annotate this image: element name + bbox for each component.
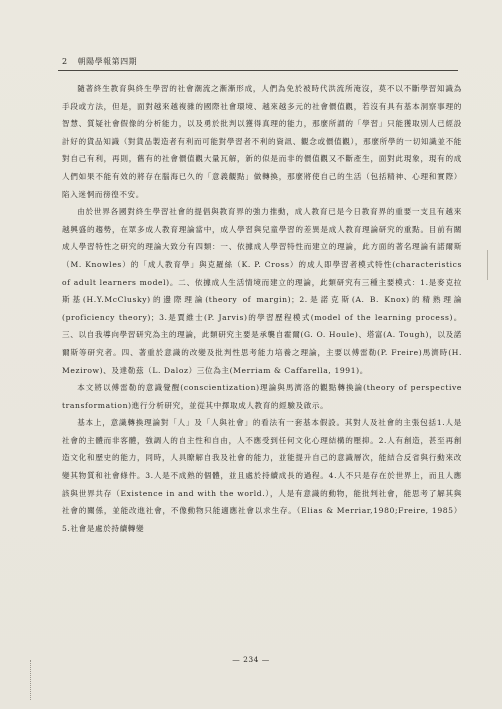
scan-artifact bbox=[487, 250, 488, 280]
header-divider bbox=[58, 70, 458, 71]
paragraph-3: 本文將以傅雷勒的意識覺醒(conscientization)理論與馬濟洛的觀點轉換論(theory of perspective transformation)進行分析研究，並從其中擇取成人教育的經驗及啟示。 bbox=[62, 383, 462, 410]
article-body bbox=[62, 80, 462, 537]
binding-mark bbox=[30, 660, 32, 700]
paragraph-2: 由於世界各國對終生學習社會的提倡與教育界的強力推動，成人教育已是今日教育界的重要一支且有越來越興盛的趨勢，在眾多成人教育理論當中，成人學習與兒童學習的差異是成人教育理論研究的重點。目前有關成人學習特性之研究的理論大致分有四類：一、依據成人學習特性而建立的理論，此方面的著名理論有諾爾斯（M. Knowles）的「成人教育學」與克羅絲（K. P. Cross）的成人即學習者模式特性(characteristics of adult learners model)。二、依據成人生活情境而建立的理論，此類研究有三種主要模式：1.是麥克拉斯基(H.Y.McClusky)的邊際理論(theory of margin)；2.是諾克斯(A. B. Knox)的精熟理論(proficiency theory)；3.是賈維士(P. Jarvis)的學習歷程模式(model of the learning process)。三、以自我導向學習研究為主的理論，此類研究主要是承襲自霍爾(G. O. Houle)、塔富(A. Tough)，以及諾爾斯等研究者。四、著重於意識的改變及批判性思考能力培養之理論，主要以傅雷勒(P. Freire)馬濟時(H. Mezirow)、及達勒茲（L. Daloz）三位為主(Merriam & Caffarella, 1991)。 bbox=[62, 207, 462, 375]
paragraph-4: 基本上，意識轉換理論對「人」及「人與社會」的看法有一套基本假設。其對人及社會的主張包括1.人是社會的主體而非客體，強調人的自主性和自由，人不應受到任何文化心理結構的壓抑。2.人有創造，甚至再創造文化和歷史的能力，同時，人具瞭解自我及社會的能力，並能提升自己的意識層次，能結合反省與行動來改變其物質和社會條件。3.人是不成熟的個體，並且處於持續成長的過程。4.人不只是存在於世界上，而且人應該與世界共存（Existence in and with the world.），人是有意識的動物，能批判社會，能思考了解其與社會的關係，並能改進社會，不像動物只能適應社會以求生存。（Elias & Merriar,1980;Freire, 1985）5.社會是處於持續轉變 bbox=[62, 418, 462, 533]
running-header bbox=[62, 56, 452, 67]
footer-page-number: — 234 — bbox=[232, 655, 270, 664]
paragraph-1: 隨著終生教育與終生學習的社會潮流之漸漸形成，人們為免於被時代洪流所淹沒，莫不以不斷學習知識為手段或方法，但是，面對越來越複雜的國際社會環境、越來越多元的社會價值觀，若沒有具有基本洞察事理的智慧、質疑社會假像的分析能力，以及勇於批判以獲得真理的能力，那麼所謂的「學習」只能獲取別人已經設計好的貨品知識（對貨品製造者有利而可能對學習者不利的資訊、觀念或價值觀），那麼所學的一切知識並不能對自己有利，再則，舊有的社會價值觀大量瓦解，新的似是而非的價值觀又不斷產生，面對此現象，現有的成人們如果不能有效的將存在腦海已久的「意義觀點」做轉換，那麼將使自己的生活（包括精神、心理和實際）陷入迷惘而徬徨不安。 bbox=[62, 84, 462, 199]
header-page-number: 2 bbox=[62, 57, 68, 66]
header-journal-title: 朝陽學報第四期 bbox=[77, 57, 138, 66]
